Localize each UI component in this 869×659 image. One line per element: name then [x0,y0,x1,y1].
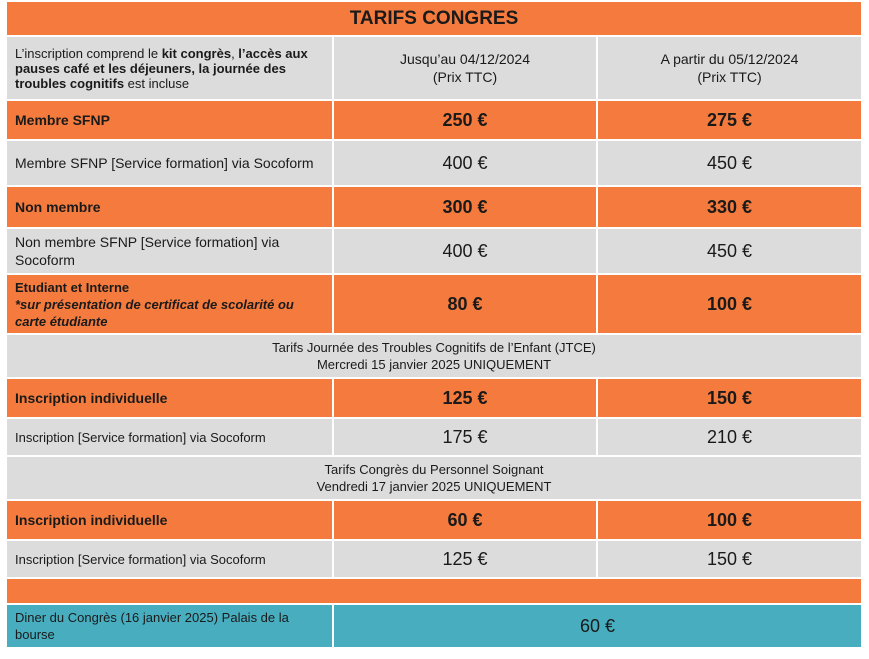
table-title: TARIFS CONGRES [6,1,862,36]
header-early-ttc: (Prix TTC) [432,69,498,85]
section-date-line: Vendredi 17 janvier 2025 UNIQUEMENT [316,479,552,494]
row-label: Inscription [Service formation] via Socoform [6,418,333,456]
row-label: Etudiant et Interne [15,279,130,295]
section-row-jtce [6,334,862,378]
row-label: Inscription individuelle [6,500,333,540]
intro-cell [6,36,333,100]
intro-bold-access: l’accès aux pauses café et les déjeuners, la journée des troubles cognitifs [15,45,308,91]
spacer-cell [6,578,862,604]
table-row [6,418,862,456]
price-late: 100 € [597,500,862,540]
row-label: Non membre SFNP [Service formation] via Socoform [6,228,333,274]
price-early: 125 € [333,378,597,418]
row-label-student [6,274,333,334]
row-label: Membre SFNP [Service formation] via Socoform [6,140,333,186]
table-row [6,140,862,186]
price-late: 150 € [597,378,862,418]
row-note: *sur présentation de certificat de scolarité ou carte étudiante [15,296,294,329]
table-row [6,100,862,140]
price-early: 300 € [333,186,597,228]
table-row [6,228,862,274]
price-early: 60 € [333,500,597,540]
intro-bold-kit: kit congrès [161,45,232,61]
price-early: 400 € [333,140,597,186]
price-early: 400 € [333,228,597,274]
header-early-date: Jusqu’au 04/12/2024 [400,51,530,67]
section-title-nursing [6,456,862,500]
header-late [597,36,862,100]
title-row [6,1,862,36]
row-label: Inscription individuelle [6,378,333,418]
section-title-line: Tarifs Journée des Troubles Cognitifs de l’Enfant (JTCE) [272,340,596,355]
row-label: Inscription [Service formation] via Socoform [6,540,333,578]
price-early: 125 € [333,540,597,578]
spacer-row [6,578,862,604]
pricing-table [5,0,863,649]
section-date-line: Mercredi 15 janvier 2025 UNIQUEMENT [316,357,552,372]
header-late-date: A partir du 05/12/2024 [660,51,799,67]
table-row [6,540,862,578]
price-late: 100 € [597,274,862,334]
intro-text-end: est incluse [124,75,190,91]
dinner-label: Diner du Congrès (16 janvier 2025) Palais de la bourse [6,604,333,648]
dinner-row [6,604,862,648]
price-late: 450 € [597,228,862,274]
price-early: 250 € [333,100,597,140]
price-early: 175 € [333,418,597,456]
section-title-jtce [6,334,862,378]
price-late: 330 € [597,186,862,228]
price-late: 450 € [597,140,862,186]
header-early [333,36,597,100]
section-row-nursing [6,456,862,500]
row-label: Membre SFNP [6,100,333,140]
dinner-price: 60 € [333,604,862,648]
row-label: Non membre [6,186,333,228]
intro-text: L’inscription comprend le [15,45,162,61]
table-row [6,378,862,418]
table-row [6,500,862,540]
price-early: 80 € [333,274,597,334]
price-late: 150 € [597,540,862,578]
table-row [6,186,862,228]
section-title-line: Tarifs Congrès du Personnel Soignant [324,462,544,477]
intro-text-sep: , [231,45,239,61]
pricing-table-container [5,0,861,649]
table-row [6,274,862,334]
price-late: 210 € [597,418,862,456]
header-late-ttc: (Prix TTC) [697,69,762,85]
price-late: 275 € [597,100,862,140]
header-row [6,36,862,100]
